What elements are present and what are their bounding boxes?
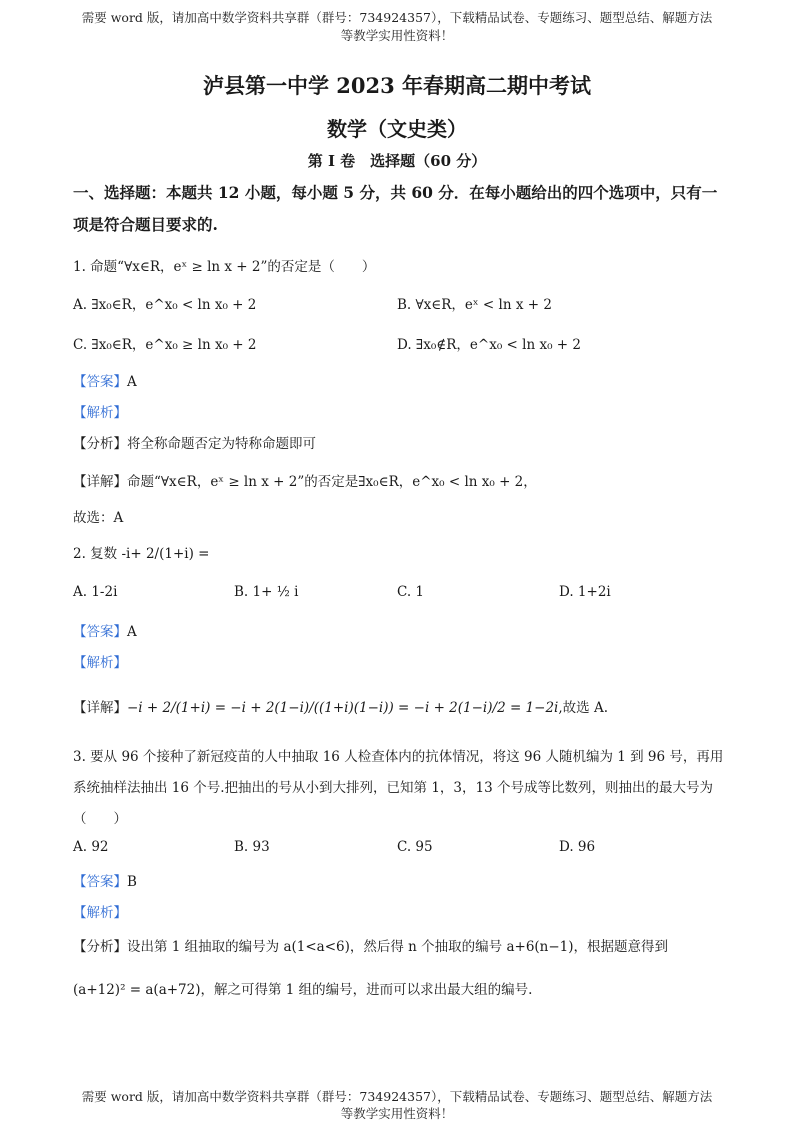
q2-option-d: D. 1+2i — [559, 584, 611, 600]
q1-answer: A — [127, 374, 137, 390]
detail-label: 【详解】 — [73, 474, 127, 490]
footer-line-2: 等教学实用性资料！ — [340, 1106, 454, 1121]
q1-option-b: B. ∀x∈R，eˣ < ln x + 2 — [397, 297, 552, 313]
q3-answer: B — [127, 874, 137, 890]
section-heading-line-1: 一、选择题：本题共 12 小题，每小题 5 分，共 60 分．在每小题给出的四个选项中，只有一 — [73, 183, 718, 202]
q3-stem-line-1: 3. 要从 96 个接种了新冠疫苗的人中抽取 16 人检查体内的抗体情况，将这 96 人随机编为 1 到 96 号，再用 — [73, 749, 724, 765]
q3-stem-line-2: 系统抽样法抽出 16 个号.把抽出的号从小到大排列，已知第 1，3，13 个号成等比数列，则抽出的最大号为 — [73, 780, 713, 796]
header-line-2: 等教学实用性资料！ — [340, 28, 454, 43]
q1-stem: 1. 命题“∀x∈R，eˣ ≥ ln x + 2”的否定是（ ） — [73, 259, 376, 275]
q3-analysis-label: 【解析】 — [73, 905, 127, 921]
exam-title: 泸县第一中学 2023 年春期高二期中考试 — [202, 73, 592, 98]
q1-fenxi: 将全称命题否定为特称命题即可 — [127, 436, 316, 452]
q3-option-b: B. 93 — [234, 839, 270, 855]
q2-detail: −i + 2/(1+i) = −i + 2(1−i)/((1+i)(1−i)) = −i + 2(1−i)/2 = 1−2i — [127, 700, 559, 716]
q1-fenxi-row — [73, 432, 316, 452]
detail-label: 【详解】 — [73, 700, 127, 716]
q3-option-c: C. 95 — [397, 839, 433, 855]
q3-option-d: D. 96 — [559, 839, 596, 855]
answer-label: 【答案】 — [73, 374, 127, 390]
exam-subject: 数学（文史类） — [327, 117, 467, 141]
q3-fenxi-row — [73, 935, 668, 955]
answer-label: 【答案】 — [73, 624, 127, 640]
answer-label: 【答案】 — [73, 874, 127, 890]
section-heading-line-2: 项是符合题目要求的. — [73, 215, 218, 234]
q2-detail-row — [73, 696, 608, 716]
footer-line-1: 需要 word 版，请加高中数学资料共享群（群号：734924357），下载精品试卷、专题练习、题型总结、解题方法 — [81, 1089, 713, 1104]
q1-analysis-label: 【解析】 — [73, 405, 127, 421]
q1-detail: 命题“∀x∈R，eˣ ≥ ln x + 2”的否定是∃x₀∈R，e^x₀ < ln x₀ + 2， — [127, 474, 537, 490]
q3-stem-line-3: （ ） — [73, 811, 127, 827]
fenxi-label: 【分析】 — [73, 436, 127, 452]
q2-option-a: A. 1-2i — [73, 584, 118, 600]
q3-fenxi-line-1: 设出第 1 组抽取的编号为 a(1<a<6)，然后得 n 个抽取的编号 a+6(n−1)，根据题意得到 — [127, 939, 669, 955]
q3-fenxi-line-2: (a+12)² = a(a+72)，解之可得第 1 组的编号，进而可以求出最大组的编号. — [73, 982, 533, 998]
q2-analysis-label: 【解析】 — [73, 655, 127, 671]
q2-stem: 2. 复数 -i+ 2/(1+i) = — [73, 546, 210, 562]
q1-option-c: C. ∃x₀∈R，e^x₀ ≥ ln x₀ + 2 — [73, 337, 257, 353]
header-line-1: 需要 word 版，请加高中数学资料共享群（群号：734924357），下载精品试卷、专题练习、题型总结、解题方法 — [81, 10, 713, 25]
exam-part: 第 I 卷 选择题（60 分） — [307, 152, 487, 170]
q1-option-a: A. ∃x₀∈R，e^x₀ < ln x₀ + 2 — [73, 297, 257, 313]
q1-detail-row — [73, 470, 537, 490]
q2-option-c: C. 1 — [397, 584, 425, 600]
q2-choose: ,故选 A. — [558, 700, 608, 716]
q1-choose: 故选：A — [73, 510, 124, 526]
q3-option-a: A. 92 — [73, 839, 109, 855]
q2-option-b: B. 1+ ½ i — [234, 584, 299, 600]
q1-option-d: D. ∃x₀∉R，e^x₀ < ln x₀ + 2 — [397, 337, 581, 353]
fenxi-label: 【分析】 — [73, 939, 127, 955]
q2-answer: A — [127, 624, 137, 640]
q3-answer-row — [73, 870, 137, 890]
q2-answer-row — [73, 620, 137, 640]
q1-answer-row — [73, 370, 137, 390]
